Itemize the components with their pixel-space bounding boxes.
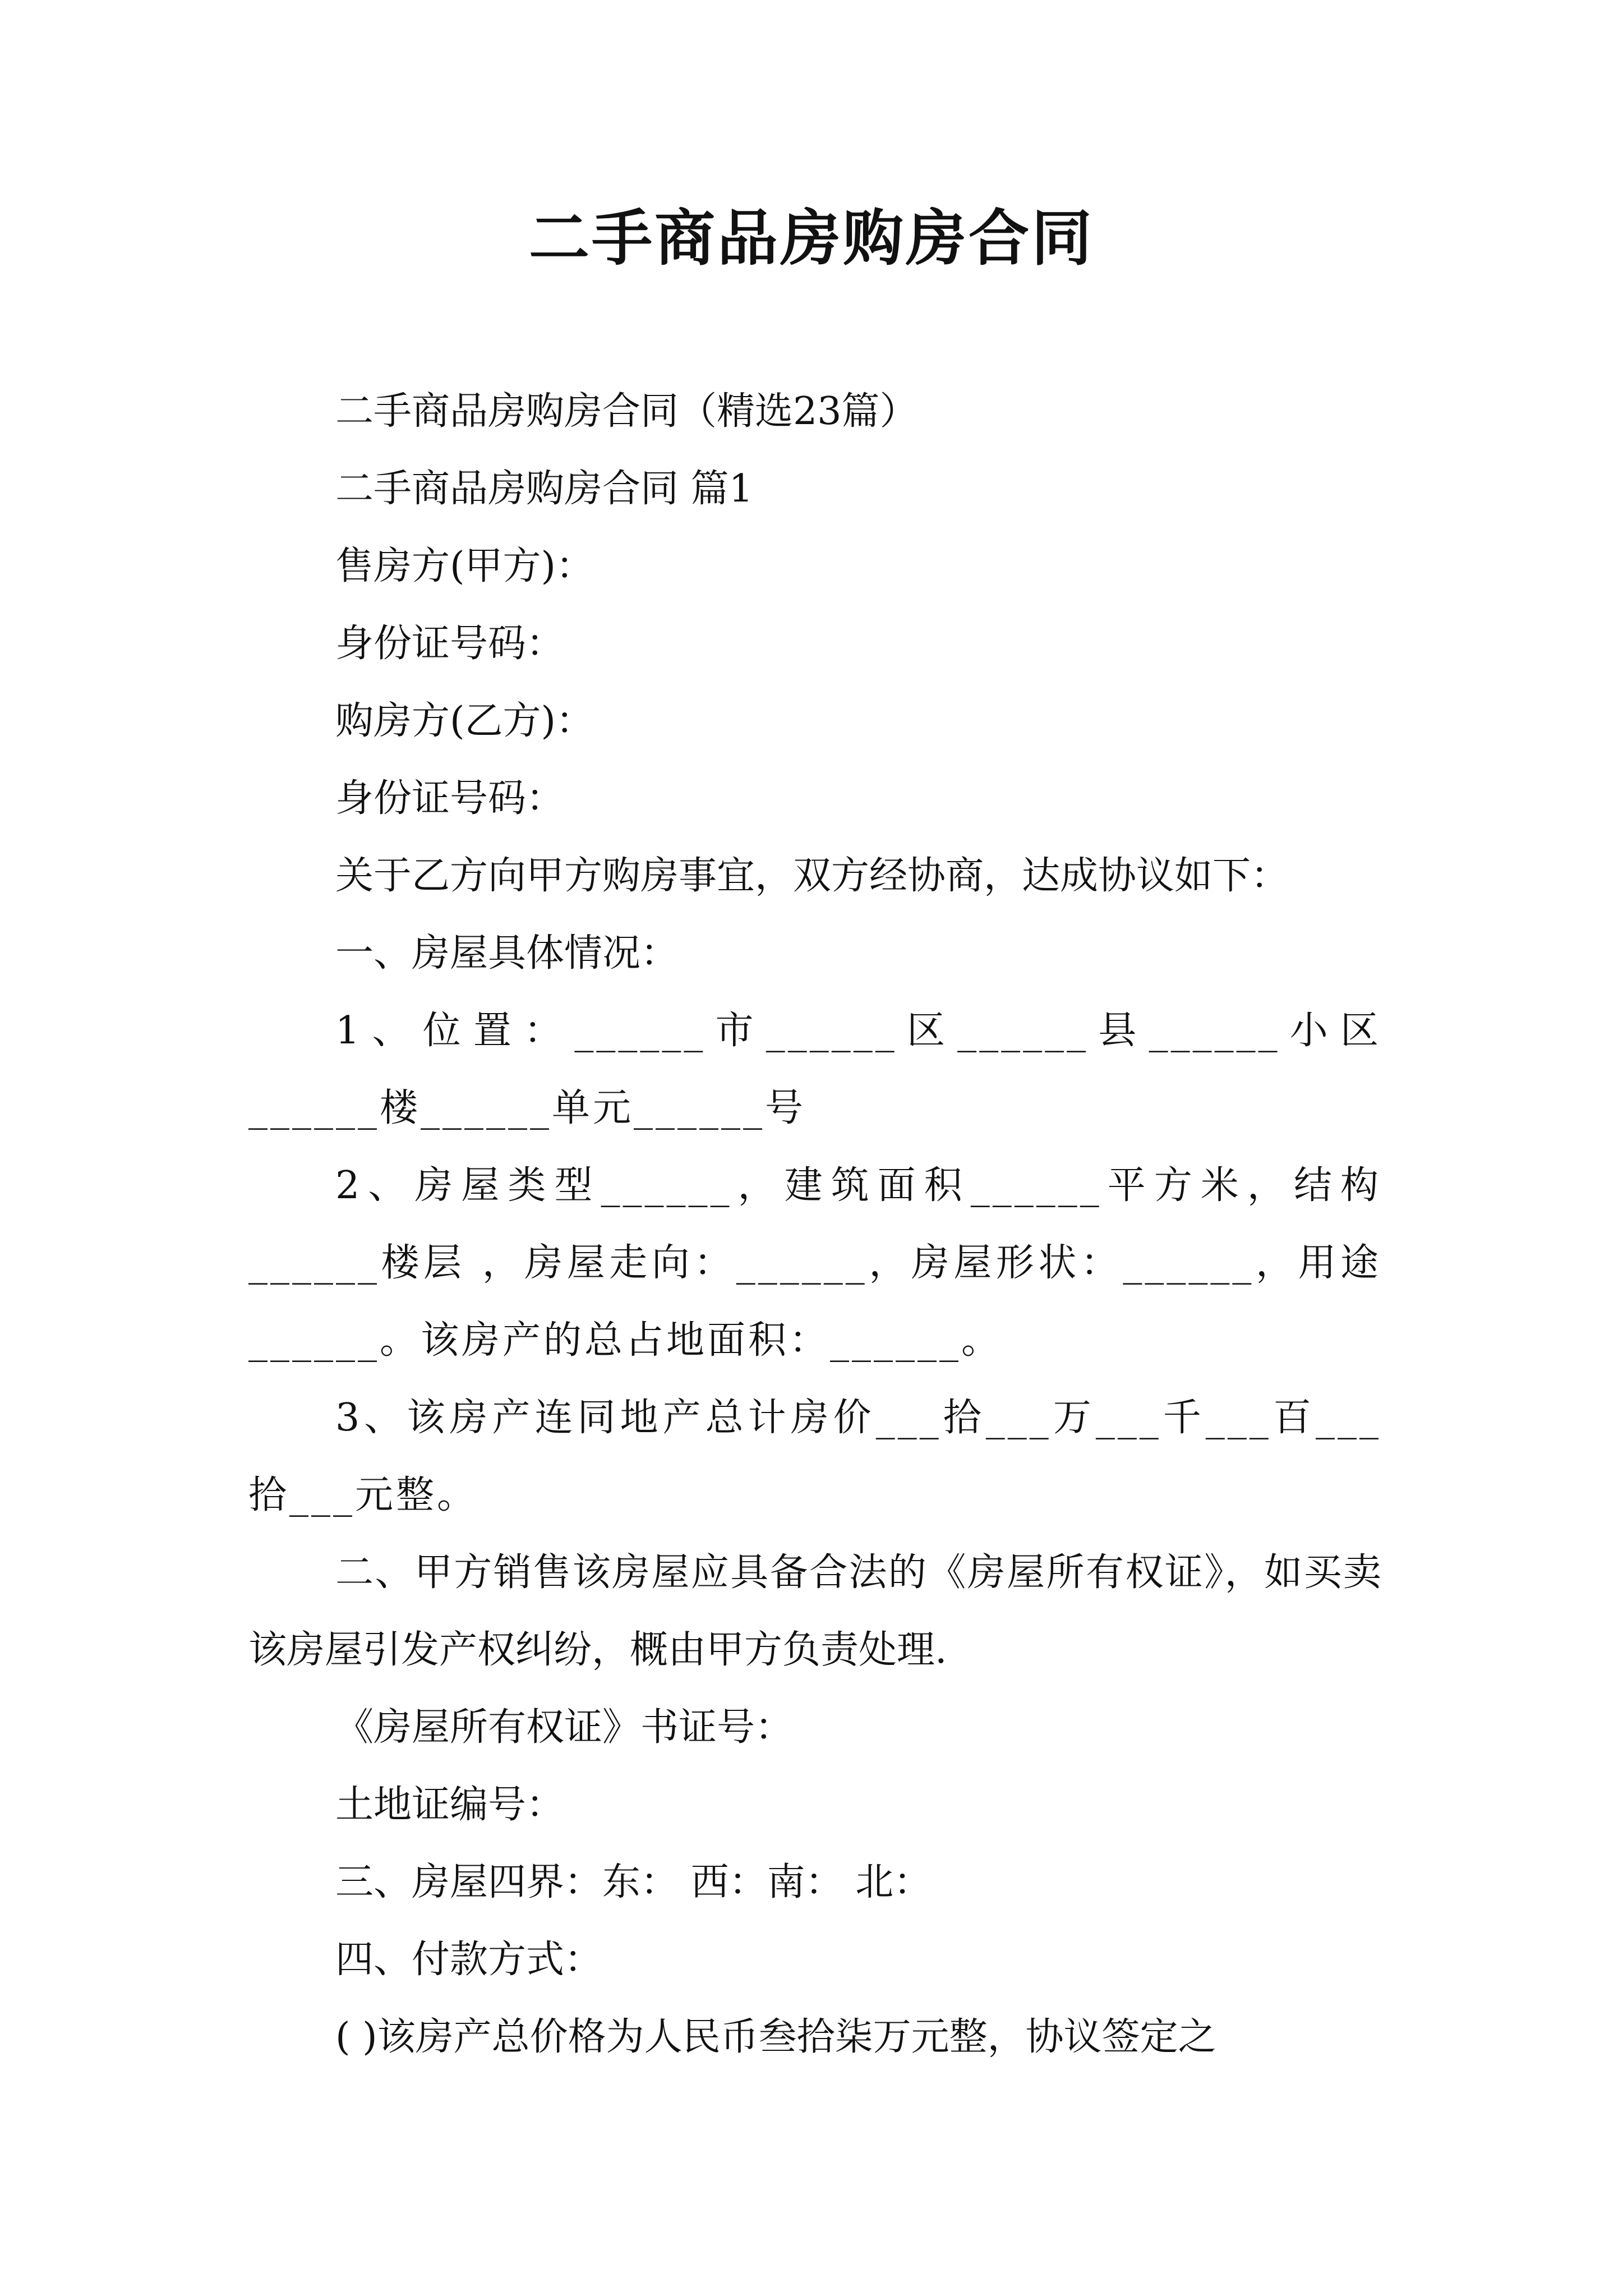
- paragraph-buyer-id: 身份证号码：: [335, 776, 565, 821]
- document-title: 二手商品房购房合同: [528, 203, 1094, 274]
- paragraph-land-certificate: 土地证编号：: [335, 1783, 565, 1827]
- paragraph-clause-2: 二、甲方销售该房屋应具备合法的《房屋所有权证》，如买卖该房屋引发产权纠纷，概由甲方负责处理.: [248, 1550, 1381, 1672]
- paragraph-agreement-intro: 关于乙方向甲方购房事宜，双方经协商，达成协议如下：: [335, 854, 1289, 898]
- paragraph-location: 1、位置：______市______区______县______小区______楼______单元______号: [248, 1009, 1381, 1130]
- paragraph-clause-1-heading: 一、房屋具体情况：: [335, 931, 679, 976]
- paragraph-payment-detail: ( )该房产总价格为人民币叁拾柒万元整，协议签定之: [335, 2015, 1216, 2059]
- paragraph-seller-id: 身份证号码：: [335, 622, 565, 666]
- paragraph-subtitle: 二手商品房购房合同（精选23篇）: [335, 389, 918, 434]
- paragraph-seller: 售房方(甲方)：: [335, 544, 594, 588]
- document-body: [248, 373, 1381, 2076]
- paragraph-buyer: 购房方(乙方)：: [335, 699, 594, 743]
- paragraph-price: 3、该房产连同地产总计房价___拾___万___千___百___拾___元整。: [248, 1396, 1381, 1517]
- paragraph-certificate-no: 《房屋所有权证》书证号：: [335, 1705, 794, 1750]
- paragraph-section-heading: 二手商品房购房合同 篇1: [335, 467, 753, 511]
- paragraph-clause-4-payment: 四、付款方式：: [335, 1938, 603, 1982]
- paragraph-clause-3-boundaries: 三、房屋四界：东： 西：南： 北：: [335, 1860, 932, 1904]
- paragraph-house-type: 2、房屋类型______，建筑面积______平方米，结构______楼层 ，房屋走向：______，房屋形状：______，用途______。该房产的总占地面积：______。: [248, 1163, 1381, 1363]
